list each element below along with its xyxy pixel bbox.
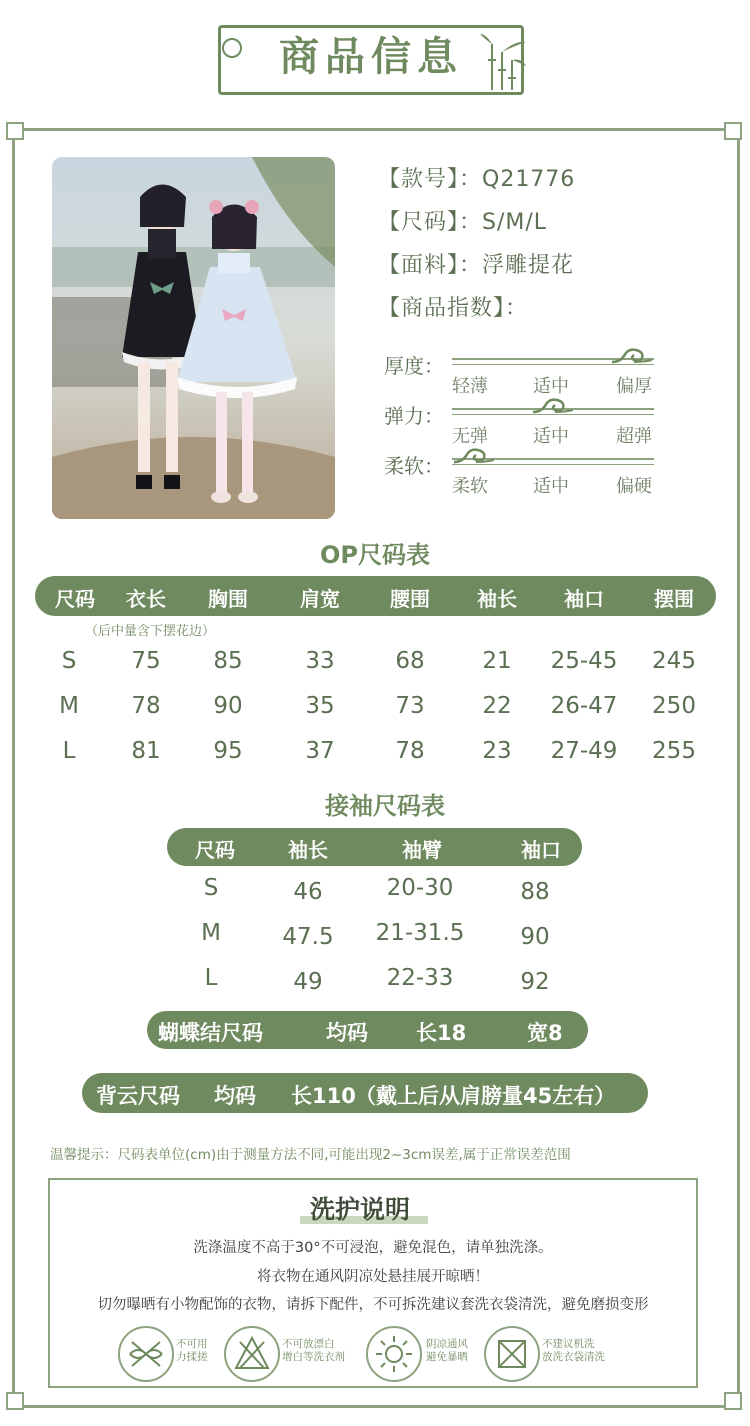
op-table-header-cell: 腰围 [390, 587, 430, 611]
meter-tick-label: 无弹 [452, 426, 488, 447]
product-index-heading: 【商品指数】： [378, 296, 529, 321]
op-table-cell: 27-49 [550, 738, 618, 764]
page-title: 商品信息 [279, 34, 463, 80]
op-table-cell: 23 [482, 738, 512, 764]
care-line: 洗涤温度不高于30°不可浸泡，避免混色，请单独洗涤。 [193, 1240, 553, 1256]
sleeve-table-cell: 47.5 [282, 924, 334, 950]
cloud-size-value: 均码 [214, 1084, 256, 1108]
op-table-cell: 95 [213, 738, 243, 764]
op-table-cell: 81 [131, 738, 161, 764]
op-table-cell: 78 [131, 693, 161, 719]
op-table-cell: L [62, 738, 76, 764]
op-table-cell: S [61, 648, 77, 674]
sleeve-table-cell: L [204, 965, 218, 991]
sleeve-table-header-cell: 尺码 [195, 838, 235, 862]
sleeve-table-cell: 92 [520, 969, 550, 995]
sleeve-table-cell: 88 [520, 879, 550, 905]
care-icon-text: 阴凉通风 避免暴晒 [426, 1338, 468, 1363]
sleeve-table-cell: S [203, 875, 219, 901]
op-table-header-cell: 胸围 [208, 587, 248, 611]
sleeve-table-cell: M [201, 920, 221, 946]
op-table-header-cell: 摆围 [654, 587, 694, 611]
op-table-cell: 25-45 [550, 648, 618, 674]
bow-width: 宽8 [527, 1021, 563, 1045]
cloud-size-label: 背云尺码 [96, 1084, 180, 1108]
sleeve-table-cell: 90 [520, 924, 550, 950]
sleeve-table-header-cell: 袖臂 [402, 838, 442, 862]
care-icon-text: 不可放漂白 增白等洗衣剂 [282, 1338, 345, 1363]
op-table-header-cell: 袖口 [564, 587, 604, 611]
op-table-header-cell: 肩宽 [300, 587, 340, 611]
meter-tick-label: 适中 [533, 426, 569, 447]
care-line: 将衣物在通风阴凉处悬挂展开晾晒！ [257, 1269, 489, 1285]
bow-length: 长18 [416, 1021, 467, 1045]
sleeve-table-header-cell: 袖口 [521, 838, 561, 862]
sleeve-table-cell: 22-33 [386, 965, 454, 991]
cloud-length: 长110 [291, 1084, 356, 1108]
meter-tick-label: 适中 [533, 376, 569, 397]
sleeve-table-header-cell: 袖长 [288, 838, 328, 862]
size-options: 【尺码】：S/M/L [378, 210, 548, 235]
meter-label: 弹力： [384, 404, 444, 428]
meter-tick-label: 偏厚 [616, 376, 652, 397]
sleeve-table-cell: 46 [293, 879, 323, 905]
no-wring-icon [118, 1326, 174, 1382]
meter-track [452, 364, 654, 365]
op-table-cell: 90 [213, 693, 243, 719]
cloud-note: （戴上后从肩膀量45左右） [355, 1084, 616, 1108]
bow-size-label: 蝴蝶结尺码 [158, 1021, 263, 1045]
meter-marker-icon [610, 346, 652, 364]
sleeve-table-cell: 20-30 [386, 875, 454, 901]
meter-label: 柔软： [384, 454, 444, 478]
no-bleach-icon [224, 1326, 280, 1382]
op-table-note: （后中量含下摆花边） [85, 624, 216, 639]
op-table-cell: 85 [213, 648, 243, 674]
care-icon-text: 不可用 力揉搓 [176, 1338, 208, 1363]
op-table-header-cell: 袖长 [477, 587, 517, 611]
size-tip: 温馨提示：尺码表单位(cm)由于测量方法不同,可能出现2~3cm误差,属于正常误差范围 [50, 1147, 571, 1163]
op-table-cell: 78 [395, 738, 425, 764]
op-table-cell: 26-47 [550, 693, 618, 719]
meter-marker-icon [452, 446, 494, 464]
care-title: 洗护说明 [309, 1195, 410, 1224]
op-table-cell: 35 [305, 693, 335, 719]
op-table-cell: 22 [482, 693, 512, 719]
sleeve-table-cell: 21-31.5 [375, 920, 465, 946]
meter-tick-label: 适中 [533, 476, 569, 497]
meter-tick-label: 偏硬 [616, 476, 652, 497]
no-machine-wash-icon [484, 1326, 540, 1382]
care-line: 切勿曝晒有小物配饰的衣物，请拆下配件，不可拆洗建议套洗衣袋清洗，避免磨损变形 [97, 1297, 649, 1313]
op-table-cell: M [59, 693, 79, 719]
bamboo-icon [478, 30, 528, 92]
meter-track [452, 464, 654, 465]
frame-corner [724, 122, 742, 140]
op-table-cell: 75 [131, 648, 161, 674]
op-table-cell: 21 [482, 648, 512, 674]
product-photo [52, 157, 335, 519]
meter-tick-label: 超弹 [616, 426, 652, 447]
shade-dry-icon [366, 1326, 422, 1382]
sleeve-table-cell: 49 [293, 969, 323, 995]
op-table-title: OP尺码表 [320, 541, 430, 569]
fabric: 【面料】：浮雕提花 [378, 253, 575, 278]
bow-size-value: 均码 [326, 1021, 368, 1045]
care-icon-text: 不建议机洗 放洗衣袋清洗 [542, 1338, 605, 1363]
op-table-cell: 250 [652, 693, 696, 719]
op-table-cell: 73 [395, 693, 425, 719]
op-table-cell: 68 [395, 648, 425, 674]
frame-corner [724, 1392, 742, 1410]
frame-corner [6, 122, 24, 140]
op-table-cell: 255 [652, 738, 696, 764]
meter-marker-icon [531, 396, 573, 414]
op-table-header-cell: 衣长 [126, 587, 166, 611]
op-table-cell: 33 [305, 648, 335, 674]
meter-label: 厚度： [384, 354, 444, 378]
frame-corner [6, 1392, 24, 1410]
meter-track [452, 414, 654, 415]
op-table-header-cell: 尺码 [55, 587, 95, 611]
meter-tick-label: 柔软 [452, 476, 488, 497]
op-table-cell: 245 [652, 648, 696, 674]
style-number: 【款号】：Q21776 [378, 167, 576, 192]
meter-tick-label: 轻薄 [452, 376, 488, 397]
op-table-cell: 37 [305, 738, 335, 764]
sleeve-table-title: 接袖尺码表 [325, 792, 445, 820]
